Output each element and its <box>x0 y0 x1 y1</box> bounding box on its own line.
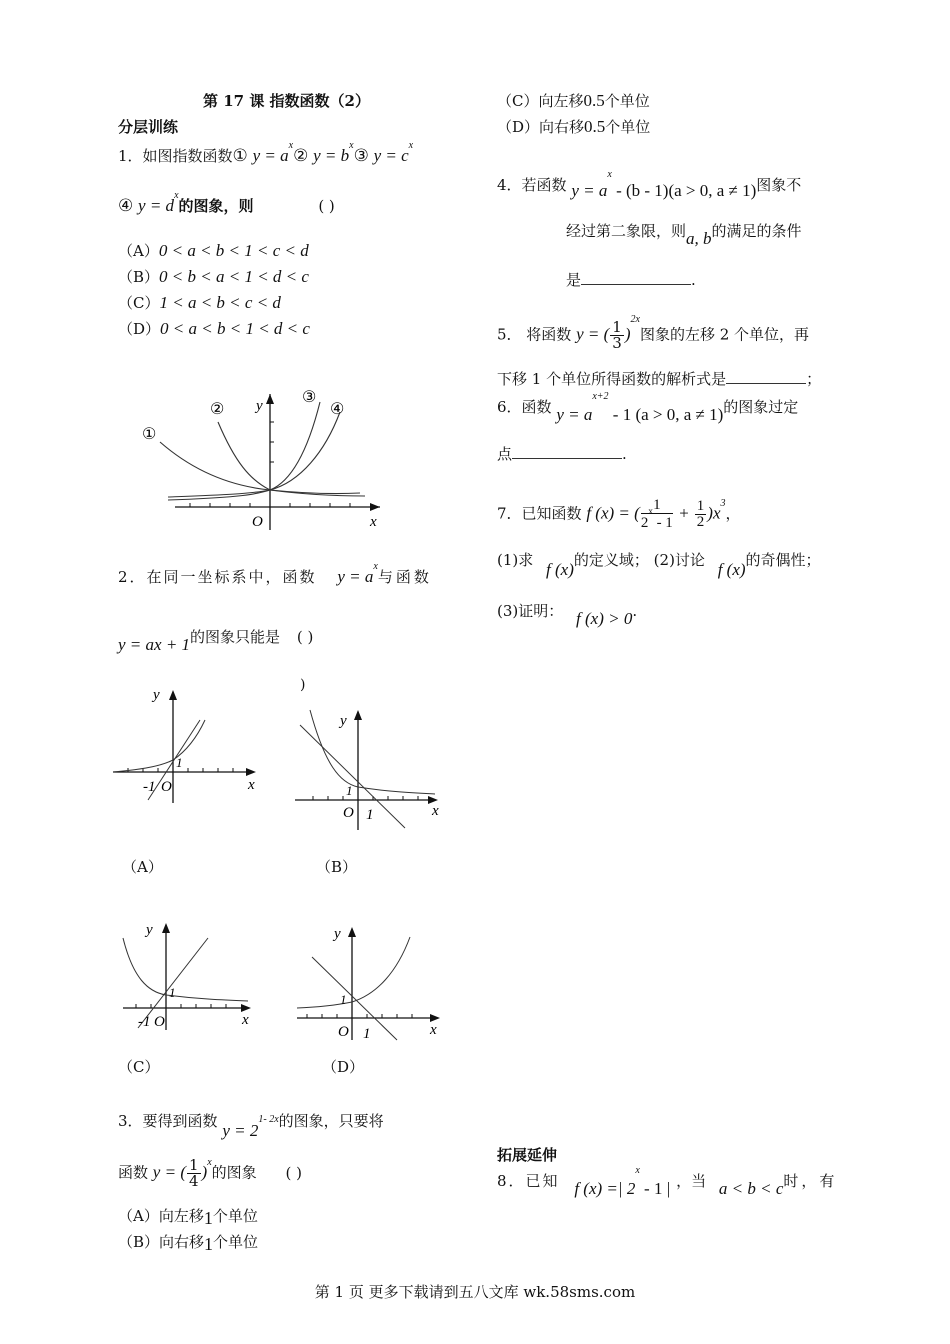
svg-text:x: x <box>370 514 377 530</box>
mark-4: ④ <box>330 401 345 418</box>
question-5: 5． 将函数 y = ( $\frac{1}{3}$ )$^{2x}$图象的左移 2 个单位，再 <box>497 313 810 352</box>
section-heading-extension: 拓展延伸 <box>497 1146 558 1164</box>
question-6: 6．函数 $y = a^{x+2} - 1$ (a > 0, a ≠ 1)的图象过定 <box>497 391 799 424</box>
question-3-line2: 函数 y = ( $\frac{1}{4}$ )$^x$的图象 ( ) <box>118 1156 302 1190</box>
svg-text:O: O <box>252 514 263 530</box>
q2-graph-a <box>108 685 268 805</box>
circle-num-1: ① <box>232 146 248 166</box>
q1-option-c: （C）1 < a < b < c < d <box>118 293 281 312</box>
question-4-line3: 是 . <box>566 271 696 289</box>
question-6-line2: 点 . <box>497 445 627 463</box>
q2-cut-label: ) <box>300 677 306 693</box>
q3-option-d: （D）向右移0.5个单位 <box>497 117 651 136</box>
question-2-line2: y = ax + 1的图象只能是 ( ) <box>118 628 314 654</box>
question-4: 4．若函数 $y = a^x - (b - 1)(a > 0$, a ≠ 1)图象不 <box>497 169 802 200</box>
q3-options-cd <box>497 88 650 140</box>
q1-option-b: （B）0 < b < a < 1 < d < c <box>118 267 309 286</box>
q2-graph-d <box>292 922 452 1042</box>
question-3: 3．要得到函数 $y = 2^{1- 2x}$的图象，只要将 <box>118 1112 384 1140</box>
q3-option-a: （A）向左移1个单位 <box>118 1207 258 1228</box>
curve-4 <box>168 412 340 500</box>
svg-text:y: y <box>153 687 160 703</box>
section-heading-training: 分层训练 <box>118 118 179 136</box>
curve-1 <box>160 442 360 494</box>
svg-text:O: O <box>154 1014 165 1030</box>
mark-2: ② <box>210 401 225 418</box>
svg-text:x: x <box>430 1022 437 1038</box>
q2-label-a: （A） <box>122 858 163 876</box>
svg-text:1: 1 <box>363 1026 371 1042</box>
question-2: 2．在同一坐标系中，函数 $y = a^x$与函数 <box>118 561 432 586</box>
svg-text:y: y <box>256 398 263 414</box>
q3-options-ab <box>118 1203 258 1255</box>
question-7-part3: (3)证明： f (x) > 0. <box>497 602 638 628</box>
q4-answer-blank[interactable] <box>581 284 691 285</box>
svg-text:1: 1 <box>346 783 353 798</box>
question-1-line2: ④ $y = d^x$的图象，则 ( ) <box>118 190 335 216</box>
question-8: 8．已知 f (x) =| 2$^x$ - 1 | ，当 a < b < c时，有 <box>497 1165 838 1198</box>
q5-answer-blank[interactable] <box>726 383 806 384</box>
svg-text:1: 1 <box>176 755 183 770</box>
q1-graph <box>130 382 390 532</box>
svg-text:y: y <box>146 922 153 938</box>
q1-option-a: （A）0 < a < b < 1 < c < d <box>118 241 309 260</box>
mark-1: ① <box>142 426 157 443</box>
q1-option-d: （D）0 < a < b < 1 < d < c <box>118 319 310 338</box>
svg-text:y: y <box>334 926 341 942</box>
q3-option-c: （C）向左移0.5个单位 <box>497 91 650 110</box>
svg-text:O: O <box>161 779 172 795</box>
svg-text:y: y <box>340 713 347 729</box>
question-5-line2: 下移 1 个单位所得函数的解析式是 ； <box>497 370 822 388</box>
q1-options <box>118 238 310 342</box>
svg-text:x: x <box>242 1012 249 1028</box>
question-4-line2: 经过第二象限，则a, b的满足的条件 <box>566 222 802 248</box>
svg-text:-1: -1 <box>138 1014 151 1030</box>
svg-text:O: O <box>338 1024 349 1040</box>
page-footer: 第 1 页 更多下载请到五八文库 wk.58sms.com <box>314 1283 636 1301</box>
svg-text:x: x <box>248 777 255 793</box>
q3-option-b: （B）向右移1个单位 <box>118 1233 259 1254</box>
question-7: 7．已知函数 f (x) = ( $\frac{1}{2^x - 1}$ + $\frac{1}{2}$ )$x^3$， <box>497 497 741 531</box>
q2-label-b: （B） <box>316 858 358 876</box>
svg-text:x: x <box>432 803 439 819</box>
q2-label-c: （C） <box>118 1058 160 1076</box>
page-title: 第 17 课 指数函数（2） <box>203 92 370 110</box>
q2-graph-c <box>108 918 268 1033</box>
question-7-parts: (1)求 f (x)的定义域； (2)讨论 f (x)的奇偶性； <box>497 551 821 579</box>
svg-text:-1: -1 <box>143 779 156 795</box>
q6-answer-blank[interactable] <box>512 458 622 459</box>
svg-text:O: O <box>343 805 354 821</box>
svg-text:1: 1 <box>169 985 176 1000</box>
svg-text:1: 1 <box>340 992 347 1007</box>
svg-text:1: 1 <box>366 807 374 823</box>
mark-3: ③ <box>302 389 317 406</box>
curve-3 <box>168 402 320 497</box>
answer-blank: ( ) <box>318 197 335 215</box>
q2-graph-b <box>290 705 450 835</box>
question-1: 1．如图指数函数① $y = a^x②$ $y = b^x③$ $y = c^x$ <box>118 140 414 166</box>
q2-label-d: （D） <box>322 1058 365 1076</box>
